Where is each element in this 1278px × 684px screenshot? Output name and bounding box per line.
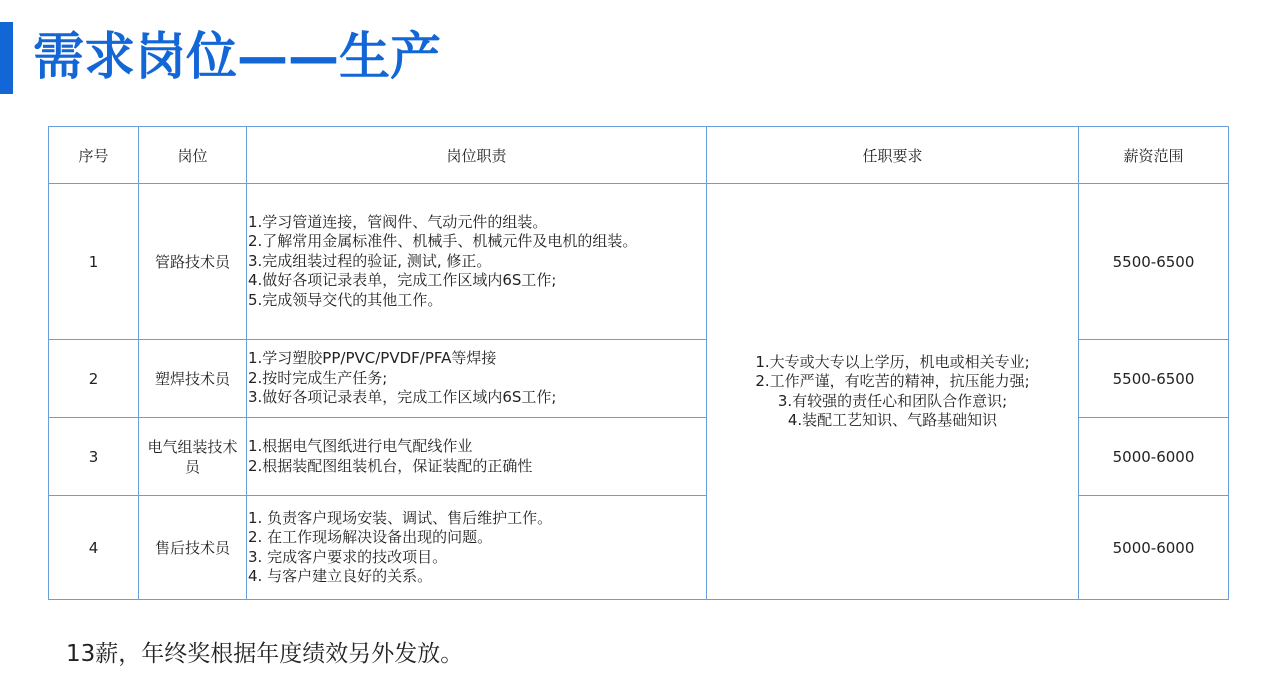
duty-line: 2. 在工作现场解决设备出现的问题。: [248, 528, 493, 546]
row-duties: [247, 184, 707, 340]
row-salary: 5500-6500: [1079, 340, 1229, 418]
requirement-line: 1.大专或大专以上学历，机电或相关专业;: [755, 352, 1030, 371]
duty-line: 1.学习管道连接，管阀件、气动元件的组装。: [248, 212, 548, 231]
header-requirements: 任职要求: [707, 127, 1079, 184]
row-position: 塑焊技术员: [139, 340, 247, 418]
duty-line: 5.完成领导交代的其他工作。: [248, 290, 443, 309]
duty-line: 1.学习塑胶PP/PVC/PVDF/PFA等焊接: [248, 349, 497, 368]
row-salary: 5000-6000: [1079, 496, 1229, 600]
header-position: 岗位: [139, 127, 247, 184]
duty-line: 2.了解常用金属标准件、机械手、机械元件及电机的组装。: [248, 232, 638, 251]
row-duties: [247, 418, 707, 496]
duty-line: 4. 与客户建立良好的关系。: [248, 567, 433, 585]
page-title: 需求岗位——生产: [33, 28, 442, 87]
duty-line: 2.按时完成生产任务;: [248, 368, 388, 387]
job-requirements-table: [48, 126, 1229, 600]
row-index: 2: [49, 340, 139, 418]
duty-line: 2.根据装配图组装机台，保证装配的正确性: [248, 456, 533, 475]
header-duties: 岗位职责: [247, 127, 707, 184]
duty-line: 3. 完成客户要求的技改项目。: [248, 547, 448, 566]
row-position-label: 电气组装技术员: [147, 437, 238, 476]
row-duties: [247, 340, 707, 418]
requirement-line: 3.有较强的责任心和团队合作意识;: [777, 391, 1008, 410]
duty-line: 4.做好各项记录表单，完成工作区域内6S工作;: [248, 271, 557, 290]
row-position: 管路技术员: [139, 184, 247, 340]
row-salary: 5000-6000: [1079, 418, 1229, 496]
row-index: 1: [49, 184, 139, 340]
table-row: [49, 184, 1229, 340]
header-salary: 薪资范围: [1079, 127, 1229, 184]
row-index: 4: [49, 496, 139, 600]
header-index: 序号: [49, 127, 139, 184]
row-duties: [247, 496, 707, 600]
duty-line: 3.做好各项记录表单，完成工作区域内6S工作;: [248, 388, 557, 407]
row-index: 3: [49, 418, 139, 496]
table-header-row: [49, 127, 1229, 184]
footnote: 13薪，年终奖根据年度绩效另外发放。: [66, 641, 464, 667]
shared-requirements: [707, 184, 1079, 600]
duty-line: 1.根据电气图纸进行电气配线作业: [248, 437, 473, 455]
row-position: [139, 418, 247, 496]
duty-line: 1. 负责客户现场安装、调试、售后维护工作。: [248, 508, 553, 527]
row-salary: 5500-6500: [1079, 184, 1229, 340]
row-position: 售后技术员: [139, 496, 247, 600]
duty-line: 3.完成组装过程的验证, 测试, 修正。: [248, 251, 492, 270]
requirement-line: 2.工作严谨，有吃苦的精神，抗压能力强;: [755, 372, 1030, 390]
requirement-line: 4.装配工艺知识、气路基础知识: [787, 411, 998, 429]
title-accent-bar: [0, 22, 13, 94]
